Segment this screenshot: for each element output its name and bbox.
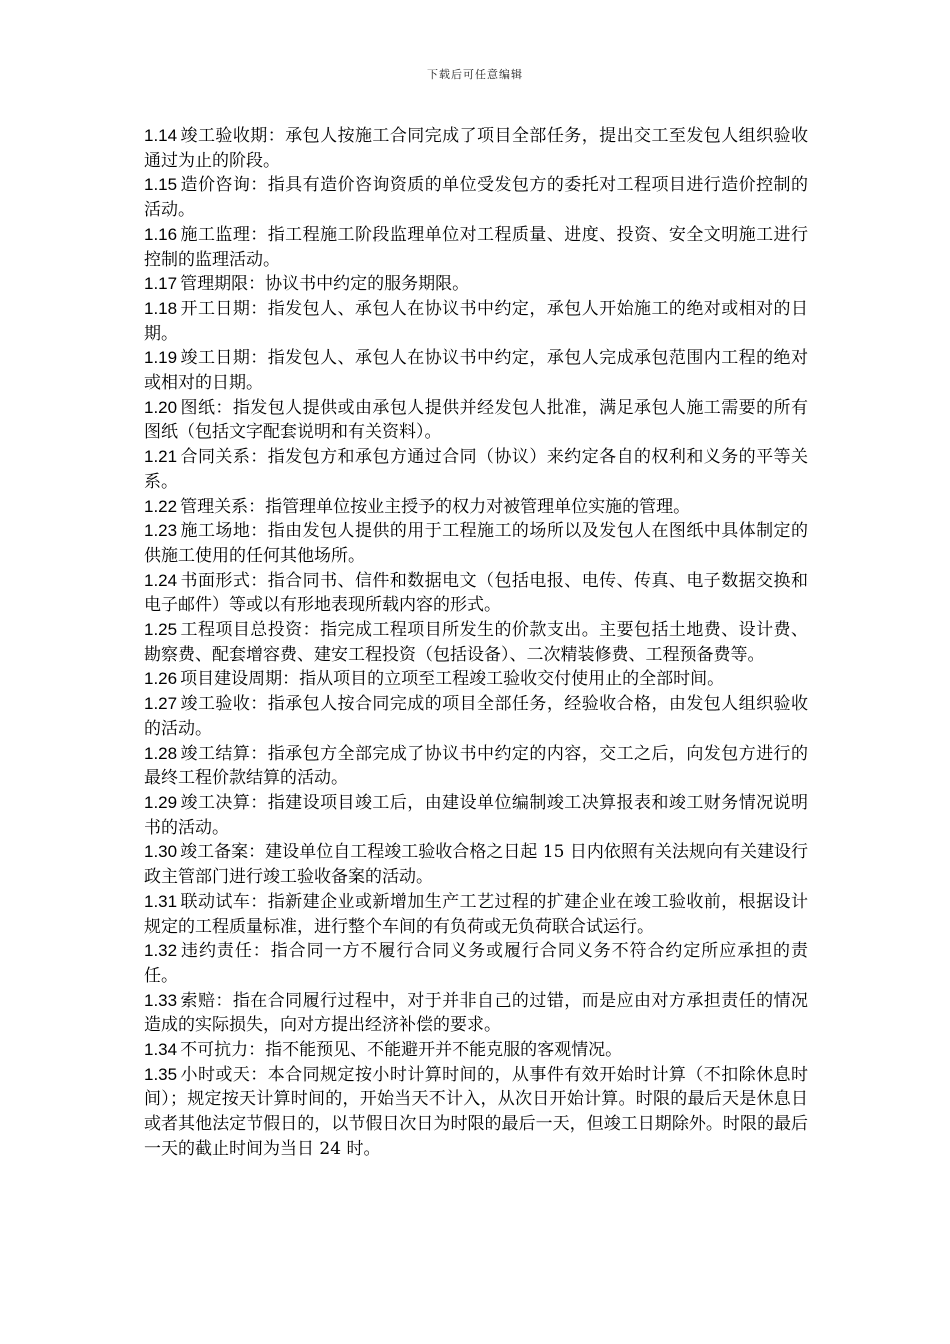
term-number: 1.20: [144, 397, 178, 417]
term-number: 1.29: [144, 792, 178, 812]
term-paragraph: [144, 692, 808, 741]
term-text: 竣工日期：指发包人、承包人在协议书中约定，承包人完成承包范围内工程的绝对或相对的日期。: [144, 348, 808, 394]
term-number: 1.30: [144, 842, 178, 862]
term-paragraph: [144, 742, 808, 791]
term-text: 造价咨询：指具有造价咨询资质的单位受发包方的委托对工程项目进行造价控制的活动。: [144, 175, 808, 221]
term-number: 1.18: [144, 298, 178, 318]
term-paragraph: [144, 667, 808, 692]
page-header: 下载后可任意编辑: [427, 68, 523, 81]
term-number: 1.34: [144, 1040, 178, 1060]
term-paragraph: [144, 890, 808, 939]
term-number: 1.33: [144, 990, 178, 1010]
term-number: 1.21: [144, 447, 178, 467]
term-text: 竣工备案：建设单位自工程竣工验收合格之日起 15 日内依照有关法规向有关建设行政主管部门进行竣工验收备案的活动。: [144, 842, 808, 888]
term-text: 合同关系：指发包方和承包方通过合同（协议）来约定各自的权利和义务的平等关系。: [144, 447, 808, 492]
term-text: 违约责任：指合同一方不履行合同义务或履行合同义务不符合约定所应承担的责任。: [144, 941, 808, 986]
term-paragraph: [144, 1063, 808, 1162]
term-text: 工程项目总投资：指完成工程项目所发生的价款支出。主要包括土地费、设计费、勘察费、配套增容费、建安工程投资（包括设备）、二次精装修费、工程预备费等。: [144, 620, 808, 665]
term-text: 索赔：指在合同履行过程中，对于并非自己的过错，而是应由对方承担责任的情况造成的实际损失，向对方提出经济补偿的要求。: [144, 990, 808, 1036]
term-paragraph: [144, 939, 808, 988]
term-paragraph: [144, 519, 808, 568]
term-paragraph: [144, 396, 808, 445]
term-number: 1.27: [144, 694, 178, 714]
term-number: 1.32: [144, 941, 178, 961]
term-number: 1.22: [144, 496, 178, 516]
term-paragraph: [144, 791, 808, 840]
term-paragraph: [144, 346, 808, 395]
term-number: 1.17: [144, 274, 178, 294]
term-number: 1.35: [144, 1064, 178, 1084]
term-number: 1.15: [144, 175, 178, 195]
term-paragraph: [144, 569, 808, 618]
term-paragraph: [144, 124, 808, 173]
term-paragraph: [144, 1038, 808, 1063]
term-paragraph: [144, 297, 808, 346]
term-text: 施工监理：指工程施工阶段监理单位对工程质量、进度、投资、安全文明施工进行控制的监理活动。: [144, 224, 808, 270]
term-number: 1.28: [144, 743, 178, 763]
term-text: 竣工验收：指承包人按合同完成的项目全部任务，经验收合格，由发包人组织验收的活动。: [144, 694, 808, 739]
term-text: 项目建设周期：指从项目的立项至工程竣工验收交付使用止的全部时间。: [180, 669, 725, 690]
term-number: 1.14: [144, 126, 178, 145]
term-text: 图纸：指发包人提供或由承包人提供并经发包人批准，满足承包人施工需要的所有图纸（包括文字配套说明和有关资料）。: [144, 397, 808, 443]
term-text: 不可抗力：指不能预见、不能避开并不能克服的客观情况。: [180, 1040, 623, 1061]
term-number: 1.19: [144, 348, 178, 368]
term-number: 1.26: [144, 669, 178, 689]
term-paragraph: [144, 618, 808, 667]
term-number: 1.16: [144, 224, 178, 244]
term-number: 1.23: [144, 521, 178, 541]
term-number: 1.24: [144, 570, 178, 590]
term-paragraph: [144, 495, 808, 520]
term-text: 施工场地：指由发包人提供的用于工程施工的场所以及发包人在图纸中具体制定的供施工使用的任何其他场所。: [144, 521, 808, 566]
term-text: 竣工结算：指承包方全部完成了协议书中约定的内容，交工之后，向发包方进行的最终工程价款结算的活动。: [144, 743, 808, 789]
term-paragraph: [144, 173, 808, 222]
term-text: 管理期限：协议书中约定的服务期限。: [180, 274, 470, 295]
term-text: 开工日期：指发包人、承包人在协议书中约定，承包人开始施工的绝对或相对的日期。: [144, 298, 808, 344]
term-paragraph: [144, 989, 808, 1038]
term-text: 小时或天：本合同规定按小时计算时间的，从事件有效开始时计算（不扣除休息时间）；规定按天计算时间的，开始当天不计入，从次日开始计算。时限的最后天是休息日或者其他法定节假日的，以节假日次日为时限的最后一天，但竣工日期除外。时限的最后一天的截止时间为当日 24 时。: [144, 1064, 808, 1159]
term-number: 1.31: [144, 891, 178, 911]
term-paragraph: [144, 445, 808, 494]
term-paragraph: [144, 840, 808, 889]
term-text: 竣工决算：指建设项目竣工后，由建设单位编制竣工决算报表和竣工财务情况说明书的活动。: [144, 792, 808, 838]
document-body: [144, 124, 808, 1162]
term-paragraph: [144, 272, 808, 297]
term-text: 竣工验收期：承包人按施工合同完成了项目全部任务，提出交工至发包人组织验收通过为止的阶段。: [144, 126, 808, 171]
term-text: 联动试车：指新建企业或新增加生产工艺过程的扩建企业在竣工验收前，根据设计规定的工程质量标准，进行整个车间的有负荷或无负荷联合试运行。: [144, 891, 808, 937]
term-text: 书面形式：指合同书、信件和数据电文（包括电报、电传、传真、电子数据交换和电子邮件）等或以有形地表现所载内容的形式。: [144, 570, 808, 616]
term-text: 管理关系：指管理单位按业主授予的权力对被管理单位实施的管理。: [180, 496, 691, 517]
term-number: 1.25: [144, 620, 178, 640]
term-paragraph: [144, 223, 808, 272]
